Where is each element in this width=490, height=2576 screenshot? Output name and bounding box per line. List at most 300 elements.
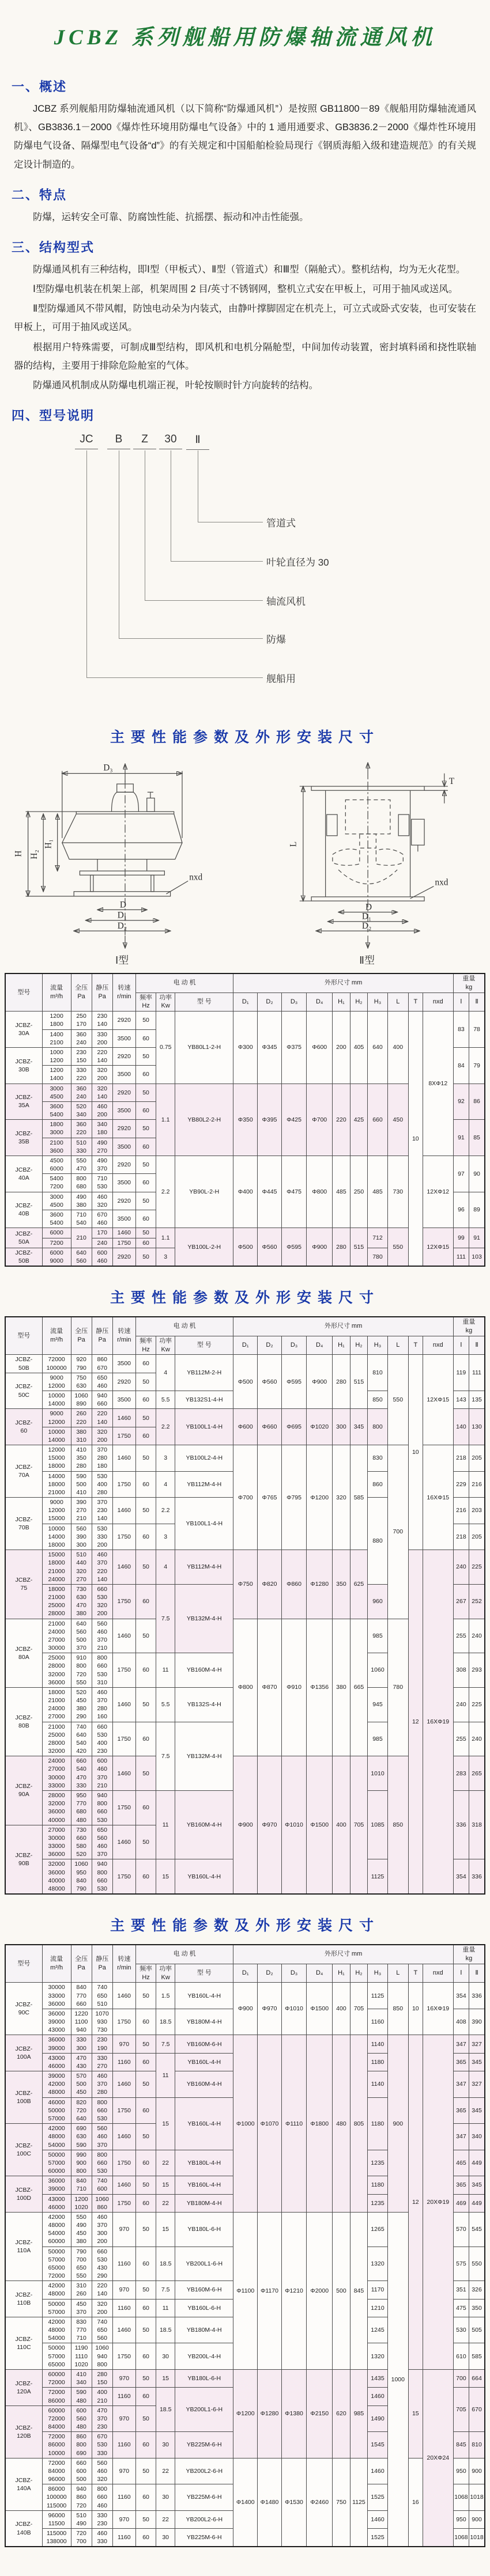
cell: 1320 (368, 2247, 388, 2281)
type-1-label: Ⅰ型 (115, 954, 129, 966)
header-cell: nxd (423, 992, 453, 1012)
cell: 16 (408, 2458, 423, 2547)
cell: 230 150 (71, 1047, 92, 1065)
cell: 3500 (112, 1391, 135, 1409)
cell: 60 (135, 1427, 156, 1445)
header-cell: Ⅰ (453, 1336, 469, 1355)
section-3-paragraph-4: 根据用户特殊需要，可制成Ⅲ型结构，即风机和电机分隔舱型，中间加传动装置，密封填料函和挠性联轴器的结构，主要用于排除危险舱室的气体。 (14, 342, 476, 371)
cell: 530 (453, 2317, 469, 2343)
cell: 15 (156, 2212, 175, 2247)
model-cell: JCBZ- 110B (5, 2281, 42, 2317)
cell: 2920 (112, 1047, 135, 1065)
cell: 705 (350, 1756, 368, 1894)
cell: Φ1400 (233, 2458, 258, 2547)
model-code-letter-ii: Ⅱ (186, 433, 209, 450)
cell: 15 (156, 2369, 175, 2387)
cell: 267 (453, 1584, 469, 1619)
cell: 710 540 (71, 1210, 92, 1228)
cell: 7.5 (156, 1722, 175, 1790)
cell: YB160M-4-H (175, 1790, 233, 1859)
cell: 805 (350, 2035, 368, 2212)
cell: 91 (453, 1120, 469, 1156)
cell: 740 650 560 (92, 2317, 112, 2343)
cell: 800 680 (71, 1174, 92, 1192)
cell: 460 370 280 160 (92, 1687, 112, 1722)
cell: 3500 (112, 1101, 135, 1119)
cell: Φ1010 (281, 1756, 306, 1894)
cell: 1525 (368, 2484, 388, 2511)
cell: 6000 (42, 1228, 71, 1238)
cell: 230 140 (92, 1012, 112, 1029)
cell: 1000 (387, 2212, 408, 2547)
cell: 347 (453, 2124, 469, 2150)
header-cell: 电 动 机 (135, 973, 233, 992)
cell: Φ700 (307, 1084, 333, 1156)
cell: Φ970 (258, 1983, 282, 2035)
cell: 7.5 (156, 2281, 175, 2299)
cell: Φ910 (281, 1619, 306, 1756)
cell: Φ375 (281, 1012, 306, 1084)
cell: 860 (368, 1471, 388, 1498)
header-cell: 型 号 (175, 1336, 233, 1355)
cell: Φ475 (281, 1156, 306, 1228)
dim-label-d2: D₂ (361, 921, 372, 931)
header-cell: 全压 Pa (71, 973, 92, 1012)
cell: 800 660 460 (92, 2484, 112, 2511)
cell: YB100L2-4-H (175, 1445, 233, 1472)
cell: Φ660 (258, 1409, 282, 1445)
cell: 810 (368, 1355, 388, 1391)
cell: 9000 12000 (42, 1409, 71, 1427)
cell: 2920 (112, 1120, 135, 1138)
cell: 1750 (112, 2343, 135, 2370)
cell: 1125 (350, 2458, 368, 2547)
cell: 11 (156, 1653, 175, 1688)
cell: 460 330 (92, 2529, 112, 2547)
cell: 660 530 430 290 (92, 2247, 112, 2281)
cell: Φ395 (258, 1084, 282, 1156)
cell: 36000 39000 43000 (42, 2009, 71, 2035)
cell: 810 (469, 2432, 485, 2458)
cell: 50 (135, 2317, 156, 2343)
cell: 1460 (368, 2388, 388, 2405)
cell: 60 (135, 2150, 156, 2176)
cell: 1750 (112, 2097, 135, 2124)
model-cell: JCBZ- 35A (5, 1084, 42, 1120)
cell: 945 (368, 1687, 388, 1722)
cell: 135 (469, 1391, 485, 1409)
header-cell: 流量 m³/h (42, 1317, 71, 1355)
cell: 60 (135, 1722, 156, 1756)
cell: YB200L1-6-H (175, 2247, 233, 2281)
cell: 940 660 (92, 1391, 112, 1409)
cell: 1190 1110 1020 (71, 2343, 92, 2370)
cell: YB180L-6-H (175, 2369, 233, 2387)
header-cell: H₃ (368, 1964, 388, 1983)
cell: 820 720 640 (71, 2097, 92, 2124)
cell: 1160 (112, 2432, 135, 2458)
header-cell: D₂ (258, 1964, 282, 1983)
cell: 240 (453, 1550, 469, 1585)
cell: 1068 (453, 2484, 469, 2511)
section-2-heading: 二、特点 (12, 187, 67, 202)
header-cell: 外形尺寸 mm (233, 1317, 453, 1336)
cell: 545 (469, 2212, 485, 2247)
cell: 354 (453, 1859, 469, 1894)
section-3-paragraph-1: 防爆通风机有三种结构，即Ⅰ型（甲板式）、Ⅱ型（管道式）和Ⅲ型（隔舱式）。整机结构，均为无火花型。 (33, 264, 466, 275)
cell: YB200L2-6-H (175, 2458, 233, 2484)
dim-label-l: L (288, 841, 299, 847)
cell: 50000 57000 (42, 2299, 71, 2317)
model-cell: JCBZ- 50B (5, 1355, 42, 1373)
cell: Φ1380 (281, 2369, 306, 2458)
model-cell: JCBZ- 60 (5, 1409, 42, 1445)
cell: 1200 1400 (42, 1066, 71, 1084)
cell: 560 460 320 (92, 2458, 112, 2484)
cell: 3600 5400 (42, 1210, 71, 1228)
cell: 520 340 (71, 1101, 92, 1119)
cell: 1460 (112, 1498, 135, 1524)
cell: 9000 12000 15000 (42, 1498, 71, 1524)
cell: 1160 (112, 2247, 135, 2281)
cell: YB112M-4-H (175, 1471, 233, 1498)
cell: 252 (469, 1584, 485, 1619)
performance-table-3 (5, 1944, 485, 2547)
cell: 4 (156, 1471, 175, 1498)
cell: 96000 11500 (42, 2510, 71, 2528)
header-cell: L (387, 1964, 408, 1983)
performance-table-2 (5, 1316, 485, 1895)
cell: 320 (333, 1445, 350, 1550)
cell: Φ1356 (307, 1619, 333, 1756)
cell: 293 (469, 1653, 485, 1688)
cell: 1068 (453, 2529, 469, 2547)
model-cell: JCBZ- 70A (5, 1445, 42, 1498)
header-cell: H₃ (368, 992, 388, 1012)
cell: 1460 (112, 2317, 135, 2343)
header-cell: H₂ (350, 1336, 368, 1355)
cell: YB100L1-4-H (175, 1498, 233, 1550)
cell: 850 (387, 1756, 408, 1894)
header-cell: 转速 r/min (112, 1317, 135, 1355)
cell: 490 380 (71, 1192, 92, 1210)
cell: 740 650 510 (92, 1983, 112, 2009)
cell: 985 (368, 1722, 388, 1756)
cell: 250 170 (71, 1012, 92, 1029)
cell: 590 500 410 (71, 1471, 92, 1498)
cell: 1140 (368, 2035, 388, 2053)
cell: 230 190 (92, 2035, 112, 2053)
cell: 10 (408, 1983, 423, 2035)
type-2-drawing (250, 756, 480, 950)
model-code-label-marine: 舰船用 (266, 673, 296, 685)
header-cell: 流量 m³/h (42, 973, 71, 1012)
cell: 390 (469, 2009, 485, 2035)
cell: 365 (453, 2097, 469, 2124)
header-cell: Ⅱ (469, 1336, 485, 1355)
cell: 520 450 380 290 (71, 1687, 92, 1722)
cell: 50 (135, 2212, 156, 2247)
cell: 240 (92, 1238, 112, 1248)
cell: 11 (156, 2053, 175, 2097)
cell: YB180L-4-H (175, 2150, 233, 2176)
cell: 530 330 200 (92, 1524, 112, 1550)
cell: 60 (135, 2529, 156, 2547)
cell: 1750 (112, 1859, 135, 1894)
cell: 660 530 400 230 (92, 1722, 112, 1756)
cell: 90 (469, 1156, 485, 1192)
cell: 50 (135, 1192, 156, 1210)
cell: 72000 84000 96000 (42, 2458, 71, 2484)
model-cell: JCBZ- 100B (5, 2071, 42, 2124)
cell: YB200L2-6-H (175, 2510, 233, 2528)
cell: 1180 (368, 2097, 388, 2150)
cell: 560 390 300 (71, 1524, 92, 1550)
header-cell: D₂ (258, 992, 282, 1012)
cell: 42000 48000 (42, 2281, 71, 2299)
cell: YB200L1-6-H (175, 2388, 233, 2432)
cell: 390 270 210 (71, 1498, 92, 1524)
cell: 60 (135, 2053, 156, 2071)
cell: 740 640 540 420 (71, 1722, 92, 1756)
cell: Φ1200 (307, 1445, 333, 1550)
cell: 449 (469, 2194, 485, 2212)
cell: 15 (156, 2097, 175, 2150)
model-cell: JCBZ- 120A (5, 2369, 42, 2405)
cell: 280 (333, 1228, 350, 1266)
cell: 970 (112, 2369, 135, 2387)
cell: 465 (453, 2150, 469, 2176)
model-code-letter-30: 30 (159, 433, 182, 449)
cell: 15 (156, 1859, 175, 1894)
cell: 24000 27000 30000 33000 (42, 1756, 71, 1791)
cell: 326 (469, 2281, 485, 2299)
cell: 1400 2100 (42, 1029, 71, 1047)
cell: YB160L-4-H (175, 1983, 233, 2009)
header-cell: D₁ (233, 992, 258, 1012)
cell: 970 (112, 2035, 135, 2053)
cell: 43000 46000 (42, 2053, 71, 2071)
cell: 218 (453, 1524, 469, 1550)
cell: 360 240 (71, 1029, 92, 1047)
cell: 10 (408, 1355, 423, 1550)
cell: Φ1170 (258, 2212, 282, 2369)
cell: 60 (135, 1584, 156, 1619)
cell: 10000 14000 18000 (42, 1524, 71, 1550)
header-cell: 型 号 (175, 1964, 233, 1983)
cell: 1140 (368, 2071, 388, 2098)
cell: 43000 46000 (42, 2194, 71, 2212)
cell: 750 630 (71, 1373, 92, 1391)
header-cell: 转速 r/min (112, 1945, 135, 1983)
cell: 1060 (368, 1653, 388, 1688)
model-cell: JCBZ- 120B (5, 2405, 42, 2458)
cell: 50 (135, 2281, 156, 2299)
cell: 7.5 (156, 2035, 175, 2053)
cell: 850 (387, 1983, 408, 2035)
cell: 840 770 660 (71, 1983, 92, 2009)
cell: 1160 (368, 2009, 388, 2035)
cell: 1750 (112, 1653, 135, 1688)
cell: 60 (135, 2299, 156, 2317)
cell: 18000 21000 24000 27000 (42, 1687, 71, 1722)
header-cell: 静压 Pa (92, 973, 112, 1012)
cell: Φ345 (258, 1012, 282, 1084)
cell: 1125 (368, 1859, 388, 1894)
cell: 660 530 320 200 (92, 1584, 112, 1619)
section-2-paragraph: 防爆，运转安全可靠、防腐蚀性能、抗摇摆、振动和冲击性能强。 (33, 211, 309, 222)
header-cell: H₁ (333, 1336, 350, 1355)
model-code-letter-z: Z (133, 433, 156, 449)
cell: 12 (408, 2035, 423, 2370)
cell: 50000 57000 60000 (42, 2150, 71, 2176)
section-1-heading: 一、概述 (12, 79, 67, 94)
cell: 3500 (112, 1355, 135, 1373)
cell: 1460 (112, 1619, 135, 1653)
header-cell: T (408, 1336, 423, 1355)
cell: 12XΦ12 (423, 1156, 453, 1228)
cell: 250 (350, 1156, 368, 1228)
cell: YB180M-4-H (175, 2009, 233, 2035)
cell: 970 (112, 2212, 135, 2247)
performance-heading-2: 主要性能参数及外形安装尺寸 (110, 1290, 380, 1306)
cell: 280 150 (92, 2369, 112, 2387)
cell: Φ1010 (281, 1983, 306, 2035)
cell: 12XΦ15 (423, 1228, 453, 1266)
cell: 280 (333, 1355, 350, 1409)
cell: 60 (135, 1174, 156, 1192)
cell: 115000 138000 (42, 2529, 71, 2547)
header-cell: D₄ (307, 992, 333, 1012)
header-cell: D₂ (258, 1336, 282, 1355)
cell: 12000 15000 18000 (42, 1445, 71, 1472)
cell: 640 560 (71, 1248, 92, 1266)
dim-label-h: H (13, 850, 24, 857)
cell: 970 (112, 2458, 135, 2484)
cell: YB180L-6-H (175, 2212, 233, 2247)
cell: 575 (453, 2247, 469, 2281)
cell: 2920 (112, 1156, 135, 1173)
cell: 30 (156, 2343, 175, 2370)
cell: 96 (453, 1192, 469, 1228)
cell: Φ700 (233, 1445, 258, 1550)
cell: 664 (469, 2369, 485, 2387)
cell: 750 (333, 2458, 350, 2547)
cell: 1750 (112, 2150, 135, 2176)
cell: Φ595 (281, 1355, 306, 1409)
cell: YB160M-4-H (175, 2071, 233, 2098)
cell: 60 (135, 1391, 156, 1409)
cell: 86000 100000 115000 (42, 2484, 71, 2511)
cell: Φ800 (233, 1619, 258, 1756)
cell: Φ595 (281, 1228, 306, 1266)
performance-table-1 (5, 973, 485, 1267)
cell: 50000 57000 65000 (42, 2343, 71, 2370)
model-code-diagram (0, 430, 490, 706)
cell: 50 (135, 1756, 156, 1791)
model-cell: JCBZ- 40A (5, 1156, 42, 1192)
cell: 1750 (112, 2194, 135, 2212)
cell: Φ2460 (307, 2458, 333, 2547)
cell: 22 (156, 2150, 175, 2176)
cell: 225 (469, 1687, 485, 1722)
cell: 1160 (112, 2053, 135, 2071)
cell: 970 (112, 2510, 135, 2528)
cell: 50 (135, 2176, 156, 2194)
cell: 60 (135, 2009, 156, 2035)
cell: 8XΦ12 (423, 1012, 453, 1156)
table-row (5, 1012, 485, 1029)
cell: Φ800 (307, 1156, 333, 1228)
cell: 345 (469, 2053, 485, 2071)
cell: 1525 (368, 2529, 388, 2547)
cell: 1085 (368, 1790, 388, 1859)
cell: 1800 3000 (42, 1120, 71, 1138)
cell: 700 (387, 1445, 408, 1619)
cell: 91 (469, 1228, 485, 1248)
cell: 347 (453, 2035, 469, 2053)
model-cell: JCBZ- 50C (5, 1373, 42, 1409)
cell: 515 (350, 1355, 368, 1409)
header-cell: 转速 r/min (112, 973, 135, 1012)
cell: 370 280 180 (92, 1445, 112, 1472)
cell: Φ1280 (258, 2369, 282, 2458)
cell: YB100L-2-H (175, 1228, 233, 1266)
model-cell: JCBZ- 100D (5, 2176, 42, 2213)
cell: 3600 5400 (42, 1101, 71, 1119)
cell: 15 (156, 2176, 175, 2194)
cell: 220 140 (92, 2281, 112, 2299)
cell: 570 500 450 (71, 2071, 92, 2098)
cell: 2100 3600 (42, 1138, 71, 1156)
cell: 60 (135, 1355, 156, 1373)
cell: 111 (469, 1355, 485, 1391)
cell: Φ500 (233, 1355, 258, 1409)
model-cell: JCBZ- 90B (5, 1825, 42, 1894)
header-cell: D₃ (281, 1964, 306, 1983)
cell: 205 (469, 1524, 485, 1550)
cell: YB160L-4-H (175, 2097, 233, 2150)
cell: 330 270 (92, 2053, 112, 2071)
cell: 1460 (112, 1825, 135, 1859)
cell: 327 (469, 2035, 485, 2053)
cell: 800 660 530 (92, 2097, 112, 2124)
cell: 50 (135, 1047, 156, 1065)
cell: 1460 (112, 1445, 135, 1472)
cell: Φ750 (233, 1550, 258, 1619)
cell: 1320 (368, 2343, 388, 2370)
cell: 1160 (112, 2484, 135, 2511)
cell: 30 (156, 2484, 175, 2511)
cell: YB132S-4-H (175, 1687, 233, 1722)
cell: 50 (135, 1983, 156, 2009)
cell: 365 (453, 2053, 469, 2071)
cell: 1750 (112, 1722, 135, 1756)
cell: 30000 33000 36000 (42, 1983, 71, 2009)
cell: 460 370 280 (92, 2071, 112, 2098)
cell: 950 (453, 2510, 469, 2528)
cell: 60 (135, 2388, 156, 2405)
cell: Φ600 (233, 1409, 258, 1445)
cell: 570 (453, 2212, 469, 2247)
header-cell: 频率 Hz (135, 1964, 156, 1983)
model-code-letter-b: B (107, 433, 130, 449)
cell: 660 (368, 1084, 388, 1156)
drawing-type-labels (0, 952, 490, 967)
cell: 0.75 (156, 1012, 175, 1084)
section-3-paragraph-5: 防爆通风机制成从防爆电机端正视，叶轮按顺时针方向旋转的结构。 (33, 380, 318, 391)
cell: 1125 (368, 1983, 388, 2009)
